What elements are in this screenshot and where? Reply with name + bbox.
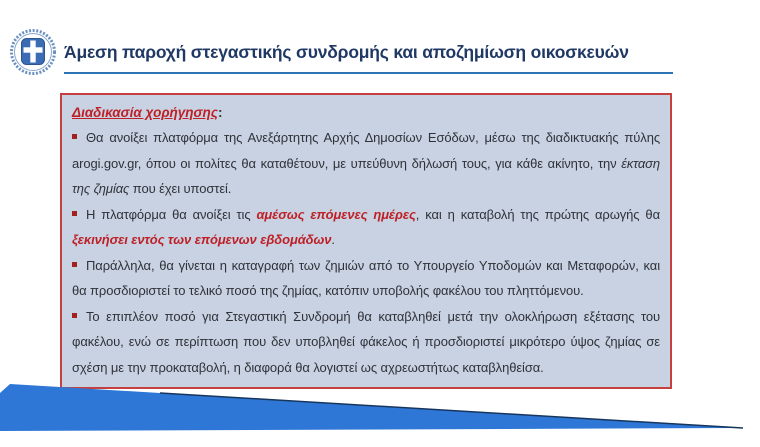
bullet-square-icon — [72, 313, 77, 318]
text-segment: έκταση της ζημίας — [72, 155, 660, 196]
text-segment: αμέσως επόμενες ημέρες — [256, 206, 416, 222]
text-segment: . — [331, 232, 335, 247]
text-segment: Παράλληλα, θα γίνεται η καταγραφή των ζημιών από το Υπουργείο Υποδομών και Μεταφορών, και θα προσδιοριστεί το τελικό ποσό της ζημίας, κατόπιν υποβολής φακέλου του πληττόμενου. — [72, 257, 660, 298]
procedure-box — [60, 93, 672, 389]
text-segment: , και η καταβολή της πρώτης αρωγής θα — [415, 206, 660, 222]
bullet-square-icon — [72, 211, 77, 216]
bullet-item — [72, 304, 660, 381]
text-segment: Το επιπλέον ποσό για Στεγαστική Συνδρομή θα καταβληθεί μετά την ολοκλήρωση εξέτασης του φακέλου, ενώ σε περίπτωση που δεν υποβληθεί φάκελος ή προσδιοριστεί μικρότερο ύψος ζημίας σε σχέση με την προκαταβολή, η διαφορά θα λογιστεί ως αχρεωστήτως καταβληθείσα. — [72, 308, 660, 375]
text-segment: Θα ανοίξει πλατφόρμα της Ανεξάρτητης Αρχής Δημοσίων Εσόδων, μέσω της διαδικτυακής πύλης arogi.gov.gr, όπου οι πολίτες θα καταθέτουν, με υπεύθυνη δήλωσή τους, για κάθε ακίνητο, την — [72, 130, 660, 171]
text-segment: Η πλατφόρμα θα ανοίξει τις — [86, 206, 257, 222]
title-underline — [64, 41, 673, 74]
procedure-heading-colon: : — [217, 105, 223, 120]
bullet-item — [72, 253, 660, 304]
procedure-heading-text: Διαδικασία χορήγησης — [72, 105, 218, 120]
page-title: Άμεση παροχή στεγαστικής συνδρομής και αποζημίωση οικοσκευών — [64, 42, 629, 62]
text-segment: που έχει υποστεί. — [129, 181, 232, 196]
bullet-square-icon — [72, 134, 77, 139]
greek-government-emblem-icon — [8, 27, 58, 77]
bullet-item — [72, 202, 660, 253]
text-segment: ξεκινήσει εντός των επόμενων εβδομάδων — [72, 232, 332, 247]
procedure-heading — [72, 100, 660, 125]
bullet-square-icon — [72, 262, 77, 267]
bullet-item — [72, 125, 660, 202]
